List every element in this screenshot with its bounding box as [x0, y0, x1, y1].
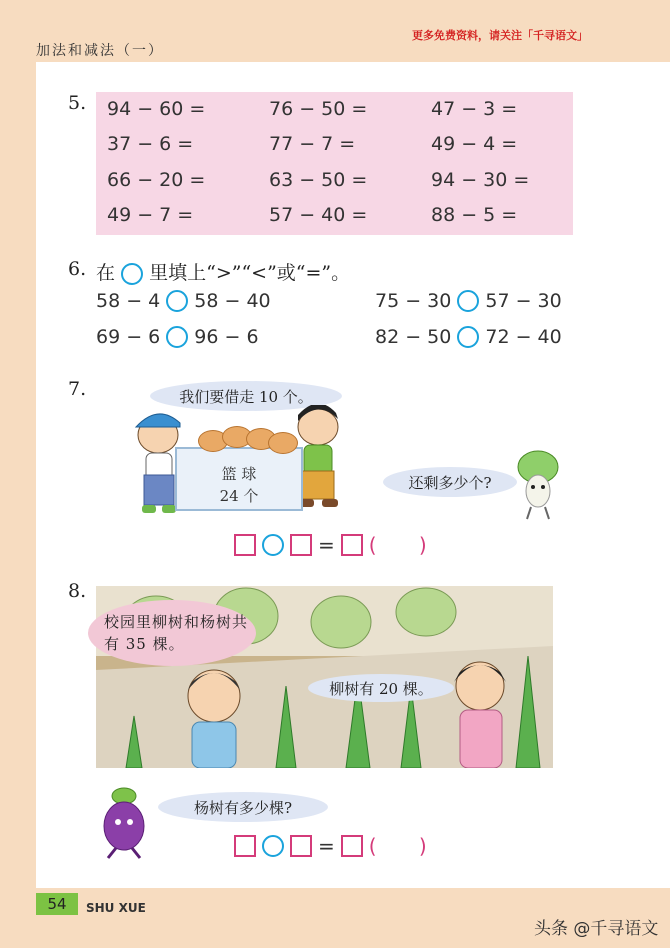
- speech-bubble-borrow: 我们要借走 10 个。: [150, 381, 342, 411]
- answer-square-input[interactable]: [290, 835, 312, 857]
- q6-comparison: [96, 326, 259, 348]
- answer-square-input[interactable]: [341, 835, 363, 857]
- operator-circle-input[interactable]: [262, 534, 284, 556]
- q5-equation: 94 − 30 =: [431, 169, 530, 191]
- promo-text: 更多免费资料，请关注「千寻语文」: [412, 29, 588, 42]
- q6-comparison: [375, 290, 562, 312]
- q8-answer-row: [234, 834, 445, 858]
- q5-equation: 77 − 7 =: [269, 133, 356, 155]
- answer-square-input[interactable]: [234, 835, 256, 857]
- q5-equation: 88 − 5 =: [431, 204, 518, 226]
- compare-circle-input[interactable]: [457, 326, 479, 348]
- answer-square-input[interactable]: [290, 534, 312, 556]
- eggplant-mascot-illustration: [94, 786, 156, 862]
- q6-comparison: [375, 326, 562, 348]
- section-title: 加法和减法（一）: [36, 43, 164, 59]
- unit-parentheses: ( ): [368, 834, 445, 858]
- q5-exercise-box: [96, 92, 573, 235]
- compare-circle-input[interactable]: [457, 290, 479, 312]
- watermark: 头条 @千寻语文: [534, 919, 659, 939]
- q6-right-expr: 72 − 40: [485, 326, 562, 348]
- equals-sign: =: [318, 834, 335, 858]
- circle-blank-icon: [121, 263, 143, 285]
- operator-circle-input[interactable]: [262, 835, 284, 857]
- question-6-number: 6.: [68, 258, 87, 280]
- q5-equation: 63 − 50 =: [269, 169, 368, 191]
- q6-comparison: [96, 290, 271, 312]
- q5-equation: 47 − 3 =: [431, 98, 518, 120]
- q6-left-expr: 75 − 30: [375, 290, 452, 312]
- q6-right-expr: 58 − 40: [194, 290, 271, 312]
- basketball-icon: [268, 432, 298, 454]
- q5-equation: 57 − 40 =: [269, 204, 368, 226]
- page-number: 54: [36, 893, 78, 915]
- basketball-crate: [175, 447, 303, 511]
- question-8-number: 8.: [68, 580, 87, 602]
- q7-answer-row: [234, 533, 445, 557]
- speech-bubble-total: 校园里柳树和杨树共有 35 棵。: [104, 613, 249, 653]
- compare-circle-input[interactable]: [166, 326, 188, 348]
- question-7-number: 7.: [68, 378, 87, 400]
- subject-label: SHU XUE: [86, 901, 146, 915]
- q6-instruction-pre: 在: [96, 262, 116, 284]
- q6-left-expr: 58 − 4: [96, 290, 161, 312]
- speech-bubble-willow: 柳树有 20 棵。: [308, 674, 454, 702]
- q5-equation: 94 − 60 =: [107, 98, 206, 120]
- unit-parentheses: ( ): [368, 533, 445, 557]
- question-5-number: 5.: [68, 92, 87, 114]
- q6-right-expr: 96 − 6: [194, 326, 259, 348]
- crate-label: 篮 球: [221, 465, 257, 483]
- q5-equation: 76 − 50 =: [269, 98, 368, 120]
- q5-equation: 66 − 20 =: [107, 169, 206, 191]
- answer-square-input[interactable]: [234, 534, 256, 556]
- equals-sign: =: [318, 533, 335, 557]
- q5-equation: 49 − 7 =: [107, 204, 194, 226]
- cabbage-mascot-illustration: [513, 449, 563, 523]
- q6-left-expr: 82 − 50: [375, 326, 452, 348]
- q6-right-expr: 57 − 30: [485, 290, 562, 312]
- speech-bubble-remaining: 还剩多少个?: [383, 467, 517, 497]
- compare-circle-input[interactable]: [166, 290, 188, 312]
- q6-left-expr: 69 − 6: [96, 326, 161, 348]
- speech-bubble-question: 杨树有多少棵?: [158, 792, 328, 822]
- q6-instruction-post: 里填上“>”“<”或“=”。: [149, 262, 351, 284]
- answer-square-input[interactable]: [341, 534, 363, 556]
- q5-equation: 49 − 4 =: [431, 133, 518, 155]
- q6-instruction: [96, 258, 350, 285]
- q5-equation: 37 − 6 =: [107, 133, 194, 155]
- crate-count: 24 个: [219, 487, 259, 505]
